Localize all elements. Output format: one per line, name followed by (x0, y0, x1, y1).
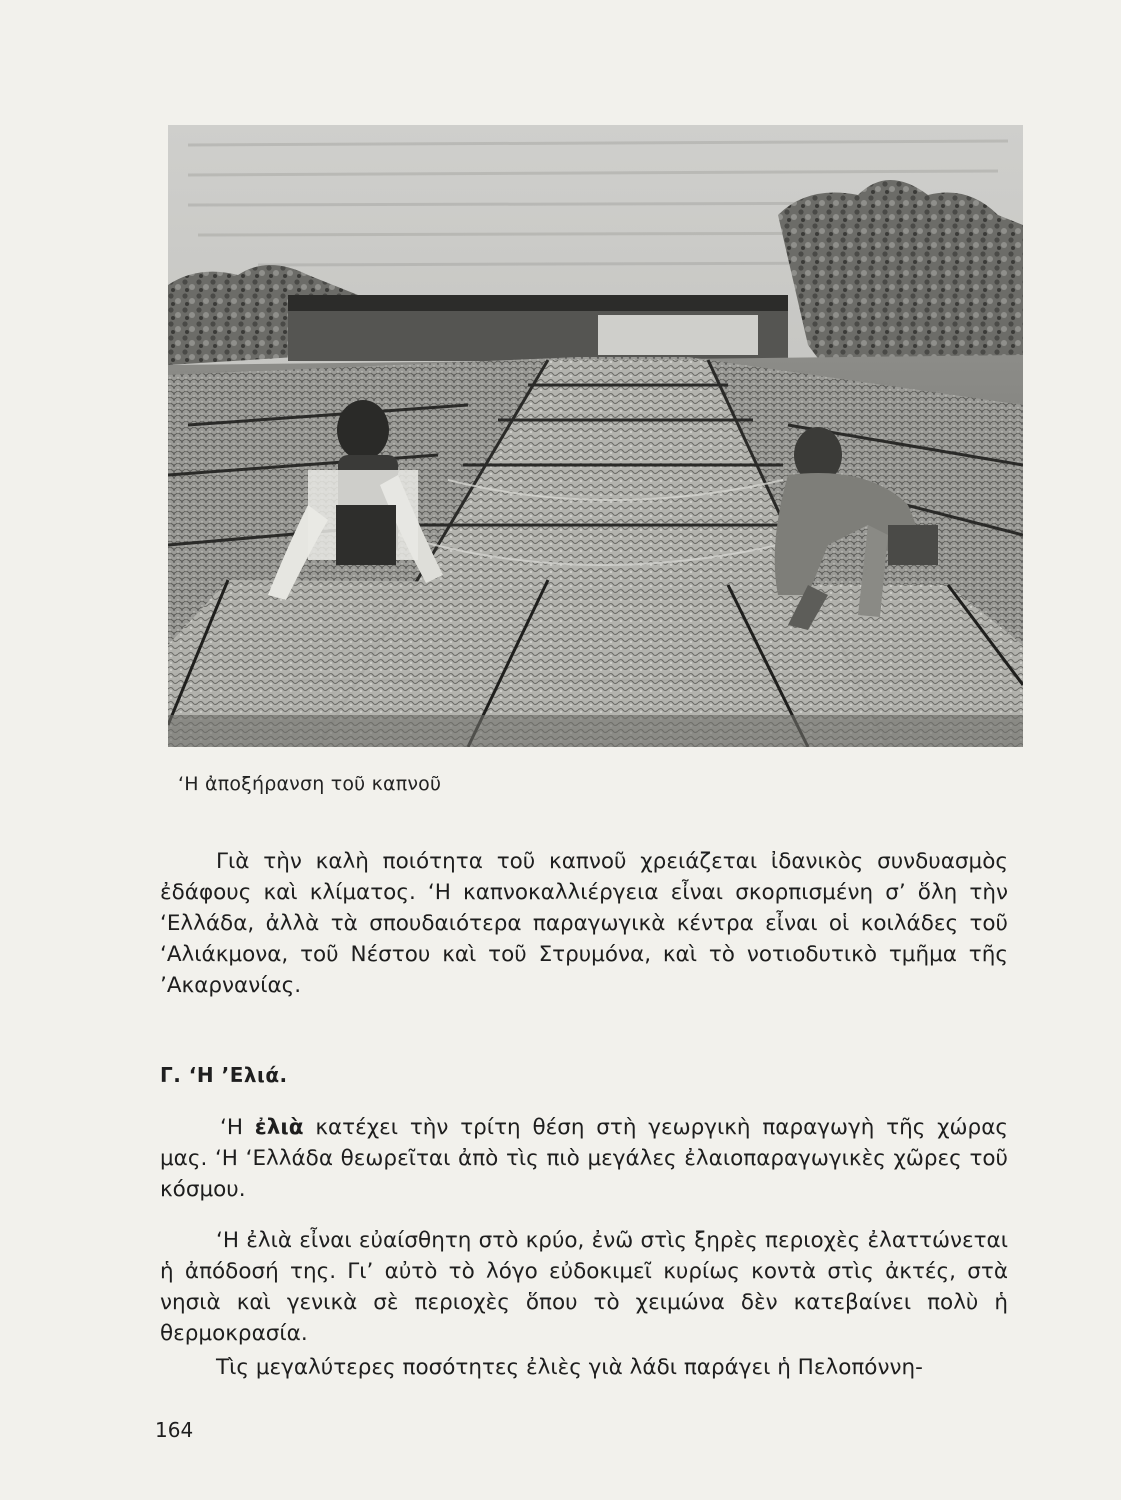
section-heading-olive: Γ. ‘Η ’Ελιά. (160, 1063, 288, 1087)
page-number: 164 (155, 1418, 194, 1442)
paragraph-tobacco-quality (160, 846, 1008, 1001)
bold-term-olive: ἐλιὰ (254, 1115, 304, 1140)
paragraph-text: Τὶς μεγαλύτερες ποσότητες ἐλιὲς γιὰ λάδι παράγει ἡ Πελοπόννη- (216, 1355, 923, 1380)
paragraph-lead: ‘Η (220, 1115, 255, 1140)
tobacco-drying-photo (168, 125, 1023, 747)
paragraph-olive-climate (160, 1225, 1008, 1349)
photo-caption: ‘Η ἀποξήρανση τοῦ καπνοῦ (178, 773, 442, 795)
paragraph-text: Γιὰ τὴν καλὴ ποιότητα τοῦ καπνοῦ χρειάζεται ἰδανικὸς συνδυασμὸς ἐδάφους καὶ κλίματος. ‘Η καπνοκαλλιέργεια εἶναι σκορπισμένη σ’ ὅλη τὴν ‘Ελλάδα, ἀλλὰ τὰ σπουδαιότερα παραγωγικὰ κέντρα εἶναι οἱ κοιλάδες τοῦ ‘Αλιάκμονα, τοῦ Νέστου καὶ τοῦ Στρυμόνα, καὶ τὸ νοτιοδυτικὸ τμῆμα τῆς ’Ακαρνανίας. (160, 849, 1008, 998)
paragraph-rest: κατέχει τὴν τρίτη θέση στὴ γεωργικὴ παραγωγὴ τῆς χώρας μας. ‘Η ‘Ελλάδα θεωρεῖται ἀπὸ τὶς πιὸ μεγάλες ἐλαιοπαραγωγικὲς χῶρες τοῦ κόσμου. (160, 1115, 1008, 1202)
photo-illustration (168, 125, 1023, 747)
paragraph-text: ‘Η ἐλιὰ εἶναι εὐαίσθητη στὸ κρύο, ἐνῶ στὶς ξηρὲς περιοχὲς ἐλαττώνεται ἡ ἀπόδοσή της. Γι’ αὐτὸ τὸ λόγο εὐδοκιμεῖ κυρίως κοντὰ στὶς ἀκτές, στὰ νησιὰ καὶ γενικὰ σὲ περιοχὲς ὅπου τὸ χειμώνα δὲν κατεβαίνει πολὺ ἡ θερμοκρασία. (160, 1228, 1008, 1346)
paragraph-olive-regions (160, 1352, 1008, 1383)
paragraph-olive-rank (160, 1112, 1008, 1205)
